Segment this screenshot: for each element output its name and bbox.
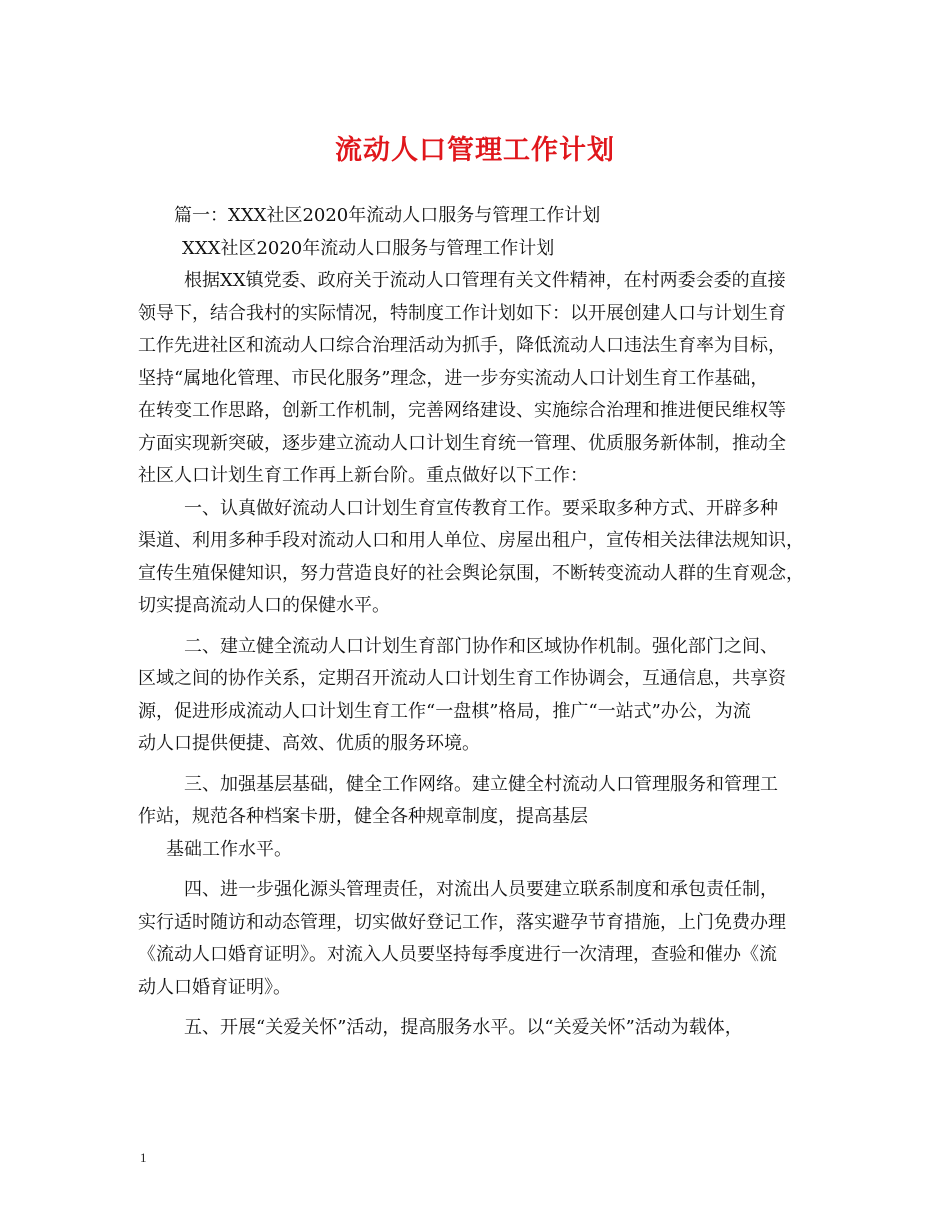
text-line: 五、开展“关爱关怀”活动，提高服务水平。以“关爱关怀”活动为载体， [184,1017,743,1038]
document-title: 流动人口管理工作计划 [335,135,615,166]
text-line: 四、进一步强化源头管理责任，对流出人员要建立联系制度和承包责任制， [184,879,778,900]
text-line: 动人口婚育证明》。 [138,976,291,998]
text-line: 《流动人口婚育证明》。对流入人员要坚持每季度进行一次清理，查验和催办《流 [138,944,777,965]
text-line: 源，促进形成流动人口计划生育工作“一盘棋”格局，推广“一站式”办公，为流 [138,700,751,722]
text-line: 社区人口计划生育工作再上新台阶。重点做好以下工作： [138,465,588,486]
text-line: 方面实现新突破，逐步建立流动人口计划生育统一管理、优质服务新体制，推动全 [138,432,786,454]
page-number: 1 [140,1150,147,1165]
text-line: 工作先进社区和流动人口综合治理活动为抓手，降低流动人口违法生育率为目标， [138,335,786,356]
text-line: 领导下，结合我村的实际情况，特制度工作计划如下：以开展创建人口与计划生育 [138,302,786,324]
text-line: 作站，规范各种档案卡册，健全各种规章制度，提高基层 [138,806,588,827]
text-line: 宣传生殖保健知识，努力营造良好的社会舆论氛围，不断转变流动人群的生育观念， [138,562,804,584]
text-line: 区域之间的协作关系，定期召开流动人口计划生育工作协调会，互通信息，共享资 [138,668,786,689]
text-line: 渠道、利用多种手段对流动人口和用人单位、房屋出租户，宣传相关法律法规知识， [138,530,804,551]
text-line: 动人口提供便捷、高效、优质的服务环境。 [138,733,480,754]
text-line: 二、建立健全流动人口计划生育部门协作和区域协作机制。强化部门之间、 [184,635,778,657]
text-line: 三、加强基层基础，健全工作网络。建立健全村流动人口管理服务和管理工 [184,773,778,795]
text-line: 切实提高流动人口的保健水平。 [138,595,390,616]
text-line: 基础工作水平。 [166,838,292,860]
text-line: 篇一：XXX社区2020年流动人口服务与管理工作计划 [174,205,601,226]
text-line: 实行适时随访和动态管理，切实做好登记工作，落实避孕节育措施，上门免费办理 [138,911,786,933]
text-line: 根据XX镇党委、政府关于流动人口管理有关文件精神，在村两委会委的直接 [184,270,786,291]
document-body [138,200,814,1045]
text-line: 一、认真做好流动人口计划生育宣传教育工作。要采取多种方式、开辟多种 [184,497,778,519]
text-line: XXX社区2020年流动人口服务与管理工作计划 [182,237,555,259]
text-line: 在转变工作思路，创新工作机制，完善网络建设、实施综合治理和推进便民维权等 [138,400,786,421]
text-line: 坚持“属地化管理、市民化服务”理念，进一步夯实流动人口计划生育工作基础， [138,367,769,389]
